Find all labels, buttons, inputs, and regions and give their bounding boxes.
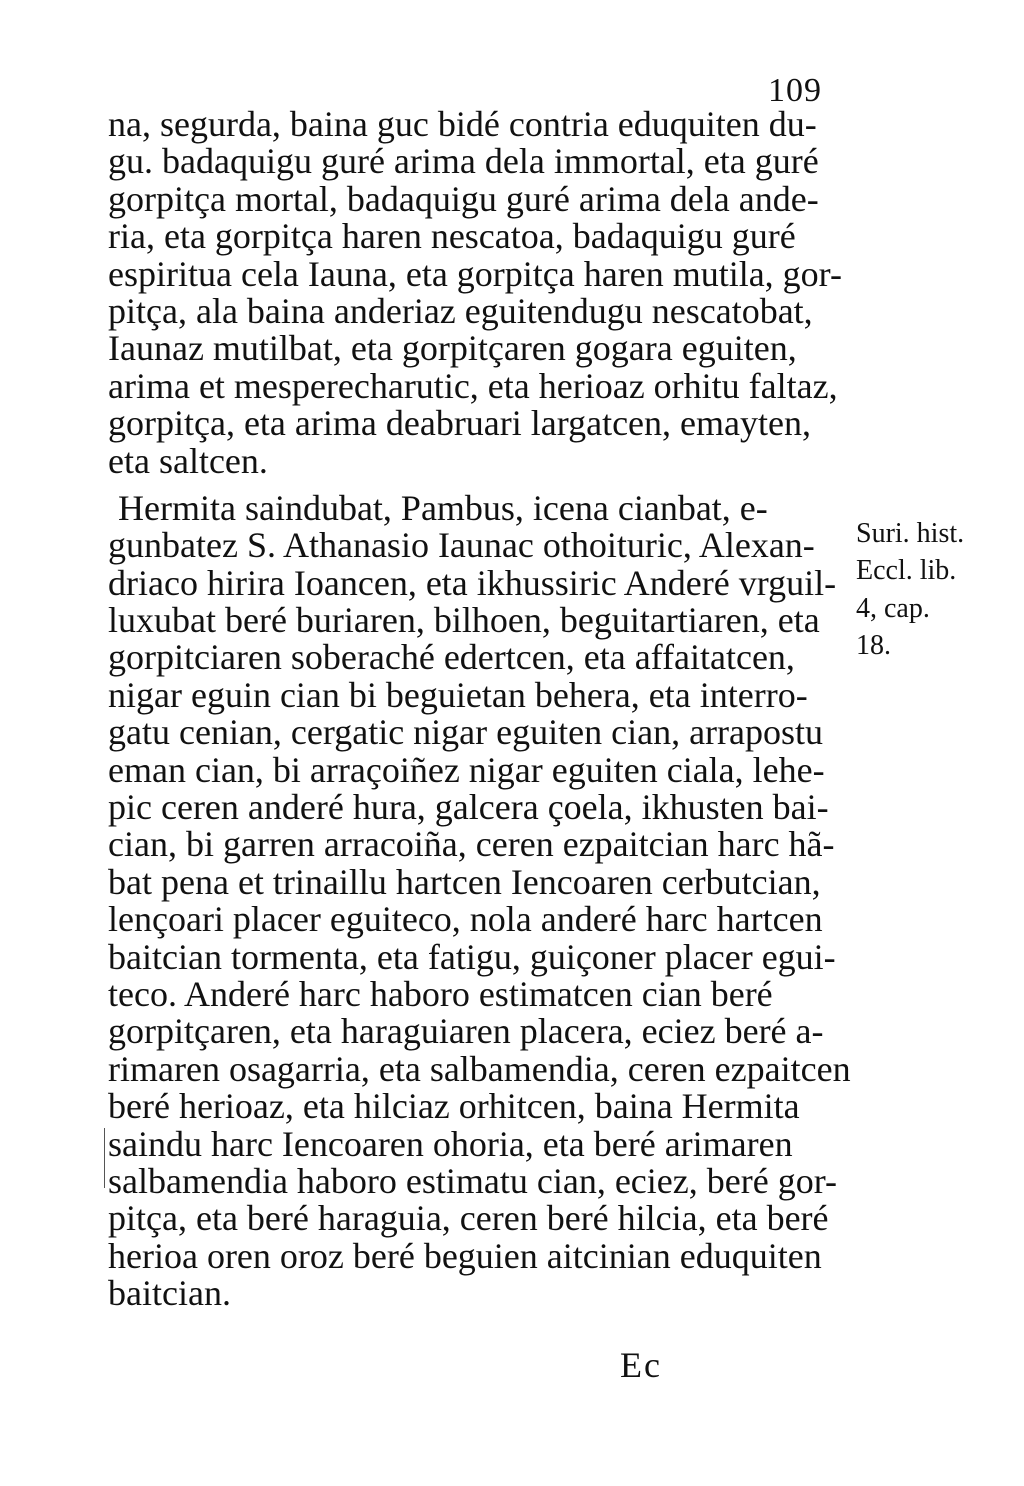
body-text [108, 106, 868, 1313]
text-line: herioa oren oroz beré beguien aitcinian eduquiten [108, 1235, 822, 1276]
margin-citation-line: Suri. hist. [856, 518, 965, 549]
text-line: gunbatez S. Athanasio Iaunac othoituric, Alexan- [108, 525, 815, 566]
text-line: baitcian tormenta, eta fatigu, guiçoner placer egui- [108, 936, 836, 977]
text-line: na, segurda, baina guc bidé contria eduquiten du- [108, 104, 817, 144]
text-line: arima et mesperecharutic, eta herioaz orhitu faltaz, [108, 365, 838, 406]
text-line: beré herioaz, eta hilciaz orhitcen, baina Hermita [108, 1086, 800, 1127]
text-line: gu. badaquigu guré arima dela immortal, eta guré [108, 141, 819, 182]
margin-citation [856, 515, 1016, 665]
text-line: pic ceren anderé hura, galcera çoela, ikhusten bai- [108, 787, 829, 828]
text-line: bat pena et trinaillu hartcen Iencoaren cerbutcian, [108, 861, 821, 902]
text-line: gatu cenian, cergatic nigar eguiten cian, arrapostu [108, 712, 824, 753]
margin-rule [104, 1128, 105, 1188]
text-line: gorpitça mortal, badaquigu guré arima dela ande- [108, 178, 819, 219]
margin-citation-line: 18. [856, 630, 891, 662]
text-line: cian, bi garren arracoiña, ceren ezpaitcian harc hã- [108, 824, 835, 865]
text-line: gorpitçaren, eta haraguiaren placera, eciez beré a- [108, 1011, 824, 1052]
margin-citation-line: 4, cap. [856, 592, 930, 624]
paragraph-1 [108, 106, 868, 480]
text-line: driaco hirira Ioancen, eta ikhussiric Anderé vrguil- [108, 562, 837, 603]
text-line: espiritua cela Iauna, eta gorpitça haren mutila, gor- [108, 253, 842, 294]
text-line: baitcian. [108, 1273, 231, 1314]
text-line: rimaren osagarria, eta salbamendia, ceren ezpaitcen [108, 1048, 851, 1089]
text-line: pitça, ala baina anderiaz eguitendugu nescatobat, [108, 290, 813, 331]
text-line: teco. Anderé harc haboro estimatcen cian beré [108, 973, 773, 1014]
text-line: eman cian, bi arraçoiñez nigar eguiten ciala, lehe- [108, 749, 825, 790]
text-line: nigar eguin cian bi beguietan behera, eta interro- [108, 674, 808, 715]
margin-citation-line: Eccl. lib. [856, 555, 957, 587]
catchword: Ec [620, 1345, 662, 1385]
text-line: Hermita saindubat, Pambus, icena cianbat, e- [118, 487, 768, 528]
text-line: eta saltcen. [108, 440, 268, 481]
text-line: luxubat beré buriaren, bilhoen, beguitartiaren, eta [108, 600, 820, 641]
paragraph-2 [108, 487, 868, 1314]
text-line: gorpitça, eta arima deabruari largatcen, emayten, [108, 403, 811, 444]
text-line: gorpitciaren soberaché edertcen, eta affaitatcen, [108, 637, 795, 678]
text-line: salbamendia haboro estimatu cian, eciez, beré gor- [108, 1160, 837, 1201]
text-line: saindu harc Iencoaren ohoria, eta beré arimaren [108, 1123, 793, 1164]
page-number: 109 [768, 72, 822, 109]
text-line: lençoari placer eguiteco, nola anderé harc hartcen [108, 899, 823, 940]
text-line: pitça, eta beré haraguia, ceren beré hilcia, eta beré [108, 1198, 829, 1239]
text-line: Iaunaz mutilbat, eta gorpitçaren gogara eguiten, [108, 328, 797, 369]
text-line: ria, eta gorpitça haren nescatoa, badaquigu guré [108, 216, 796, 257]
